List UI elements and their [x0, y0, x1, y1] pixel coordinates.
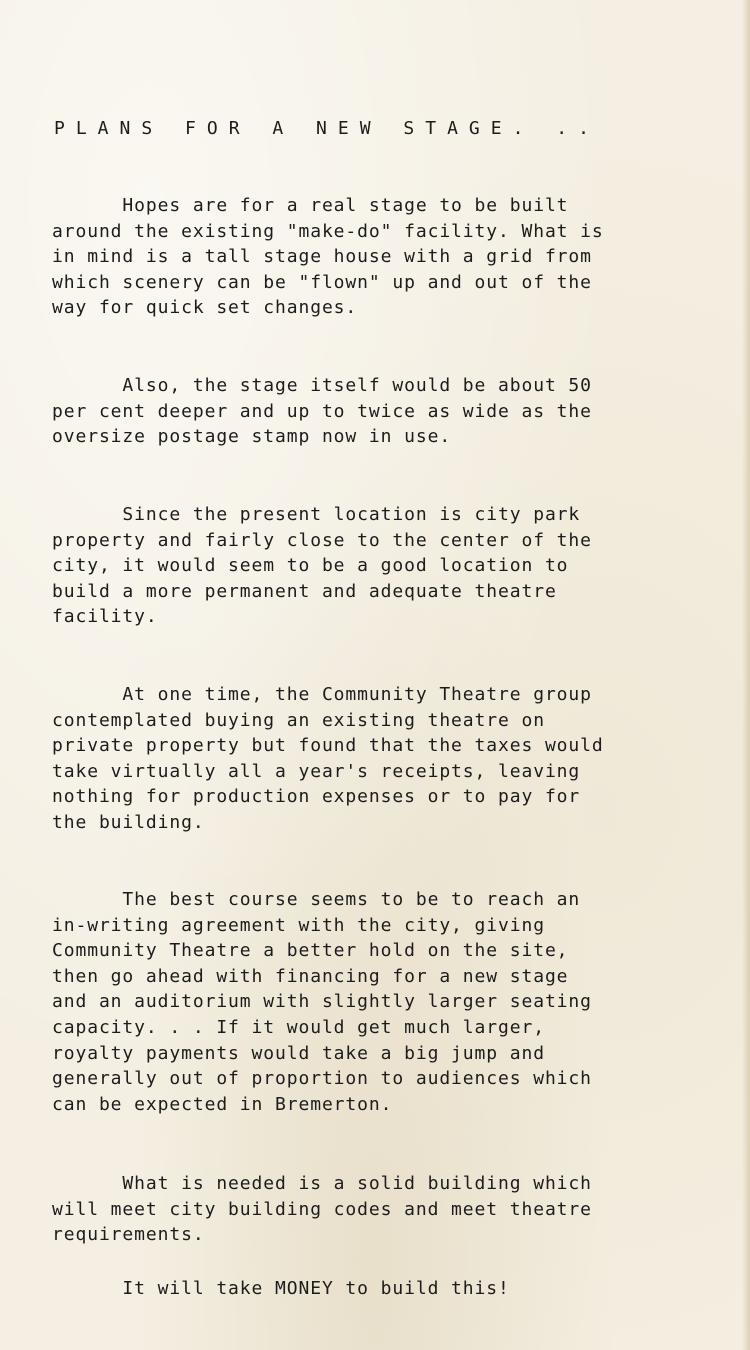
page-heading: PLANS FOR A NEW STAGE. ..	[54, 118, 600, 139]
paragraph-agreement: The best course seems to be to reach an in-writing agreement with the city, giving Community Theatre a better hold on the site, then go ahead with financing for a new stage and an auditorium with slightly larger seating capacity. . . If it would get much larger, royalty payments would take a big jump and generally out of proportion to audiences which can be expected in Bremerton.	[52, 889, 592, 1115]
paragraph-building-needs: What is needed is a solid building which will meet city building codes and meet theatre requirements.	[52, 1173, 592, 1246]
paragraph-location: Since the present location is city park property and fairly close to the center of the city, it would seem to be a good location to build a more permanent and adequate theatre facility.	[52, 504, 592, 628]
page-edge-shadow	[742, 0, 750, 1350]
paragraph-money: It will take MONEY to build this!	[52, 1278, 510, 1299]
paragraph-existing-theatre: At one time, the Community Theatre group contemplated buying an existing theatre on private property but found that the taxes would take virtually all a year's receipts, leaving nothing for production expenses or to pay for the building.	[52, 684, 604, 833]
paragraph-stage-house: Hopes are for a real stage to be built around the existing "make-do" facility. What is in mind is a tall stage house with a grid from which scenery can be "flown" up and out of the way for quick set changes.	[52, 195, 604, 319]
paragraph-stage-size: Also, the stage itself would be about 50 per cent deeper and up to twice as wide as the oversize postage stamp now in use.	[52, 375, 592, 448]
